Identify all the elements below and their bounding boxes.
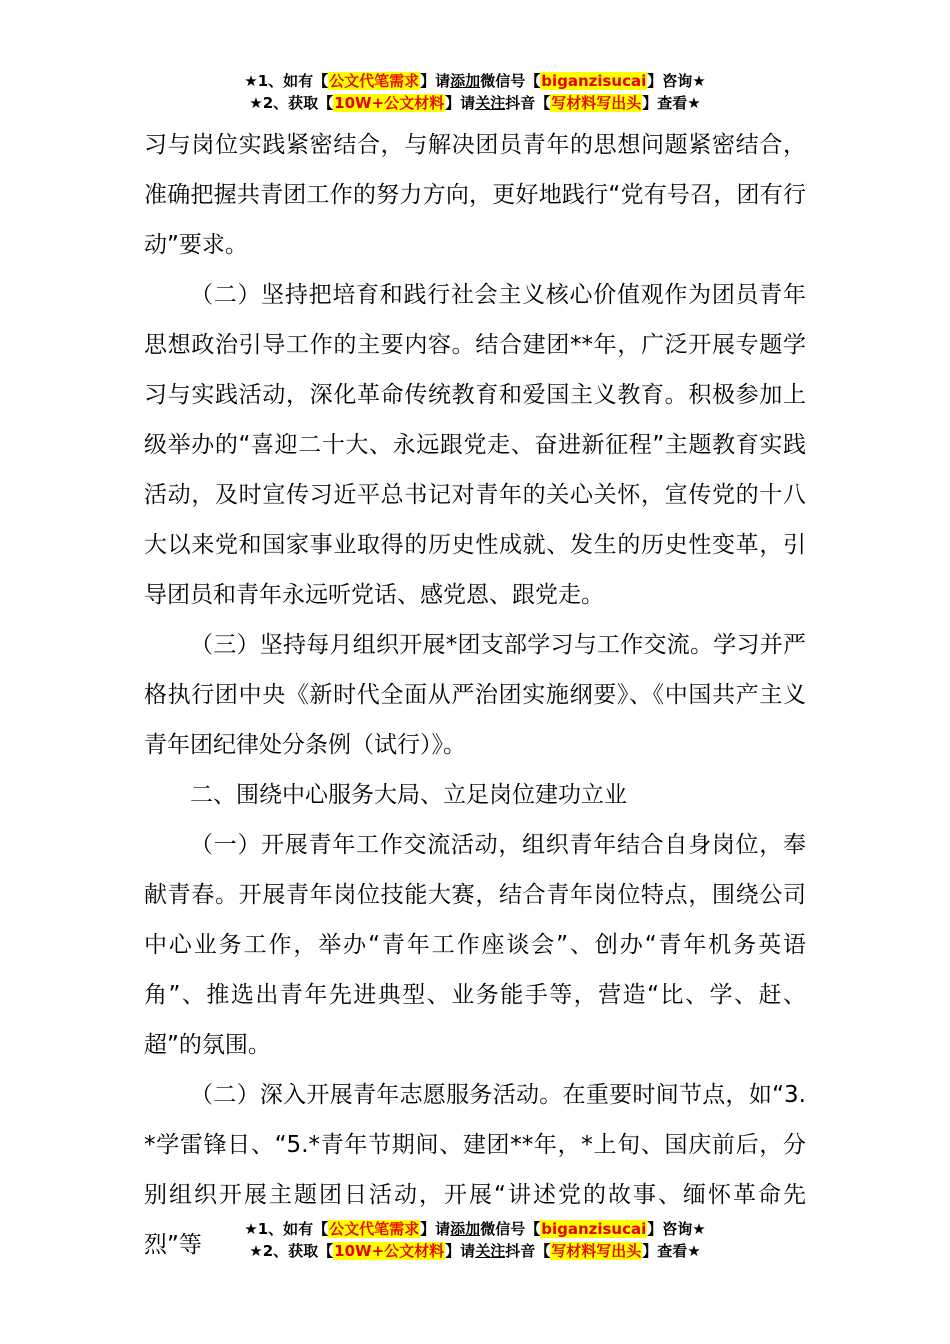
banner-text: 】咨询 [647, 72, 693, 90]
banner-highlight: biganzisucai [541, 1220, 647, 1238]
star-icon: ★ [249, 94, 263, 112]
banner-line-2 [0, 92, 950, 114]
banner-highlight: 写材料写出头 [551, 94, 642, 112]
banner-highlight: 公文代笔需求 [329, 72, 420, 90]
banner-text: 1、如有【 [257, 1220, 329, 1238]
banner-text: 】请 [420, 1220, 451, 1238]
banner-text: 】查看 [642, 94, 688, 112]
banner-text: 】请 [445, 1242, 476, 1260]
banner-underline-text: 关注 [475, 94, 506, 112]
star-icon: ★ [244, 72, 258, 90]
banner-highlight: 公文代笔需求 [329, 1220, 420, 1238]
banner-underline-text: 添加 [450, 72, 481, 90]
document-body [144, 120, 806, 1270]
banner-underline-text: 关注 [475, 1242, 506, 1260]
star-icon: ★ [692, 72, 706, 90]
banner-text: 】请 [420, 72, 451, 90]
header-banner [0, 70, 950, 114]
paragraph: （一）开展青年工作交流活动，组织青年结合自身岗位，奉献青春。开展青年岗位技能大赛，结合青年岗位特点，围绕公司中心业务工作，举办“青年工作座谈会”、创办“青年机务英语角”、推选出青年先进典型、业务能手等，营造“比、学、赶、超”的氛围。 [144, 832, 806, 1058]
banner-text: 微信号【 [480, 72, 541, 90]
paragraph: （三）坚持每月组织开展*团支部学习与工作交流。学习并严格执行团中央《新时代全面从严治团实施纲要》、《中国共产主义青年团纪律处分条例（试行）》。 [144, 632, 806, 758]
banner-text: 微信号【 [480, 1220, 541, 1238]
banner-highlight: 写材料写出头 [551, 1242, 642, 1260]
banner-text: 】查看 [642, 1242, 688, 1260]
star-icon: ★ [687, 1242, 701, 1260]
section-heading: 二、围绕中心服务大局、立足岗位建功立业 [190, 782, 627, 808]
paragraph: （二）深入开展青年志愿服务活动。在重要时间节点，如“3.*学雷锋日、“5.*青年节期间、建团**年，*上旬、国庆前后，分别组织开展主题团日活动，开展“讲述党的故事、缅怀革命先烈”等 [144, 1082, 806, 1258]
footer-banner [0, 1218, 950, 1262]
banner-highlight: biganzisucai [541, 72, 647, 90]
banner-highlight: 10W+公文材料 [334, 94, 445, 112]
star-icon: ★ [249, 1242, 263, 1260]
banner-text: 1、如有【 [257, 72, 329, 90]
star-icon: ★ [244, 1220, 258, 1238]
banner-line-2 [0, 1240, 950, 1262]
banner-highlight: 10W+公文材料 [334, 1242, 445, 1260]
banner-line-1 [0, 70, 950, 92]
banner-underline-text: 添加 [450, 1220, 481, 1238]
banner-line-1 [0, 1218, 950, 1240]
banner-text: 2、获取【 [262, 1242, 334, 1260]
banner-text: 】咨询 [647, 1220, 693, 1238]
banner-text: 】请 [445, 94, 476, 112]
star-icon: ★ [687, 94, 701, 112]
paragraph: （二）坚持把培育和践行社会主义核心价值观作为团员青年思想政治引导工作的主要内容。结合建团**年，广泛开展专题学习与实践活动，深化革命传统教育和爱国主义教育。积极参加上级举办的“喜迎二十大、永远跟党走、奋进新征程”主题教育实践活动，及时宣传习近平总书记对青年的关心关怀，宣传党的十八大以来党和国家事业取得的历史性成就、发生的历史性变革，引导团员和青年永远听党话、感党恩、跟党走。 [144, 282, 806, 608]
paragraph: 习与岗位实践紧密结合，与解决团员青年的思想问题紧密结合，准确把握共青团工作的努力方向，更好地践行“党有号召，团有行动”要求。 [144, 132, 806, 258]
banner-text: 抖音【 [505, 1242, 551, 1260]
banner-text: 2、获取【 [262, 94, 334, 112]
star-icon: ★ [692, 1220, 706, 1238]
banner-text: 抖音【 [505, 94, 551, 112]
